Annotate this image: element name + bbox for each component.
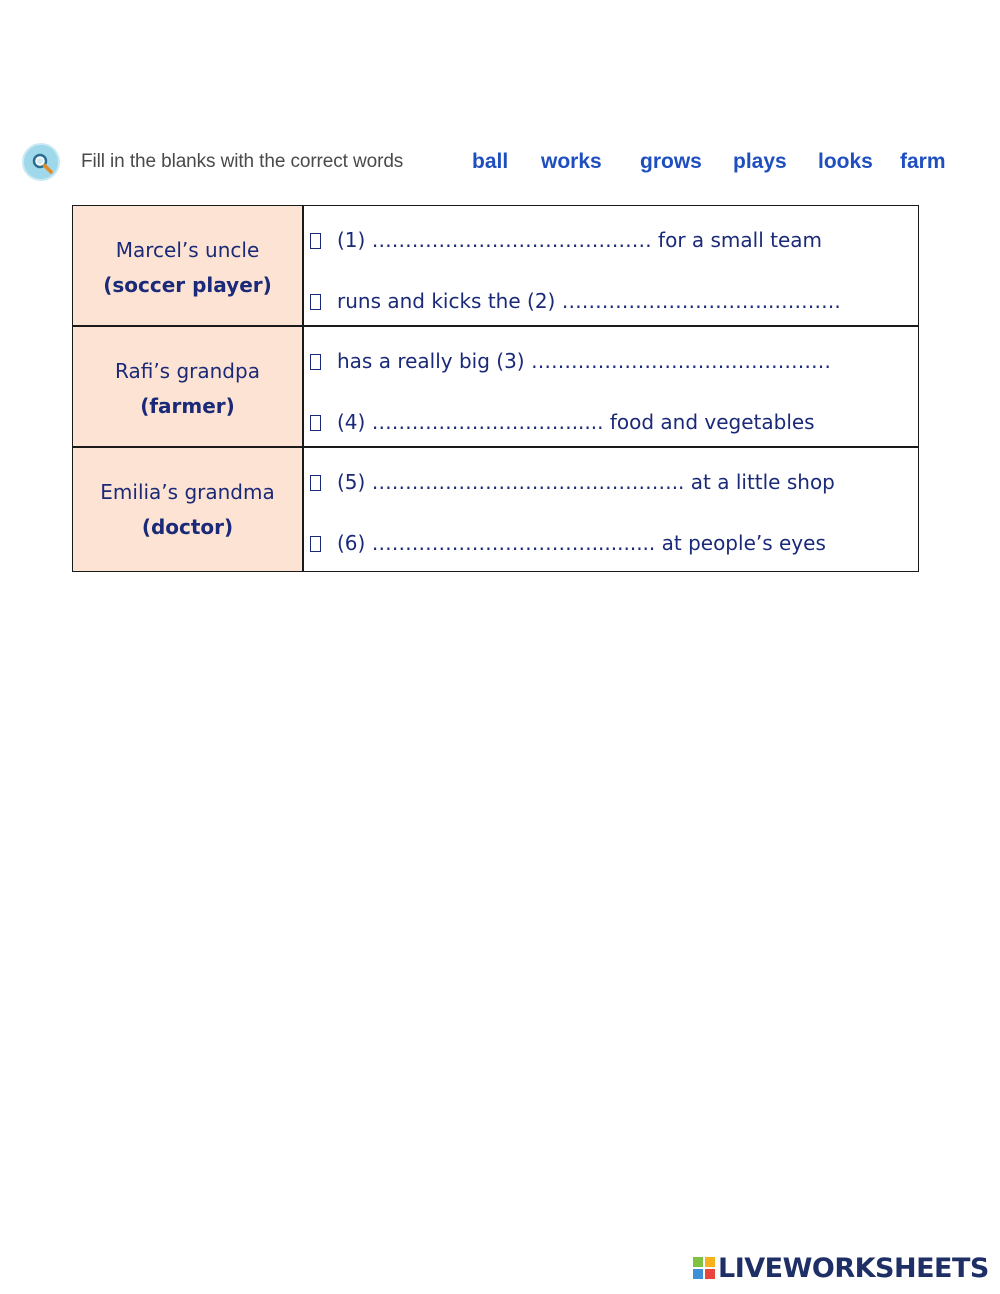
sentence-line [310, 531, 826, 555]
table-row [73, 327, 918, 448]
person-cell [73, 327, 304, 446]
word-bank-item[interactable]: grows [640, 150, 702, 173]
word-bank-item[interactable]: works [541, 150, 602, 173]
sentence-text: has a really big (3) ……………………………………… [337, 349, 831, 373]
checkbox-icon [310, 415, 321, 431]
exercise-table [72, 205, 919, 572]
sentence-line [310, 470, 835, 494]
logo-mark-icon [693, 1257, 715, 1279]
person-name: Marcel’s uncle [115, 238, 260, 262]
person-job: (doctor) [141, 515, 234, 539]
logo-text: LIVEWORKSHEETS [718, 1252, 989, 1284]
person-cell [73, 206, 304, 325]
sentence-text: (6) …………………………….......... at people’s eyes [337, 531, 826, 555]
checkbox-icon [310, 294, 321, 310]
table-row [73, 448, 918, 571]
sentence-text: runs and kicks the (2) …………………………..………. [337, 289, 841, 313]
word-bank-item[interactable]: farm [900, 150, 946, 173]
checkbox-icon [310, 354, 321, 370]
person-job: (soccer player) [103, 273, 272, 297]
word-bank-item[interactable]: looks [818, 150, 873, 173]
person-name: Rafi’s grandpa [115, 359, 260, 383]
person-job: (farmer) [140, 394, 235, 418]
person-cell [73, 448, 304, 571]
liveworksheets-logo [693, 1253, 989, 1283]
sentence-text: (4) …………………………..... food and vegetables [337, 410, 815, 434]
person-name: Emilia’s grandma [100, 480, 275, 504]
sentence-line [310, 228, 822, 252]
checkbox-icon [310, 475, 321, 491]
sentence-line [310, 349, 831, 373]
checkbox-icon [310, 536, 321, 552]
sentence-line [310, 289, 841, 313]
sentence-line [310, 410, 815, 434]
magnifier-icon [22, 143, 60, 181]
instruction-text: Fill in the blanks with the correct words [81, 151, 404, 172]
table-row [73, 206, 918, 327]
word-bank-item[interactable]: plays [733, 150, 787, 173]
sentence-text: (1) …………………………………… for a small team [337, 228, 823, 252]
word-bank-item[interactable]: ball [472, 150, 509, 173]
sentence-text: (5) ……………………………………….. at a little shop [337, 470, 835, 494]
checkbox-icon [310, 233, 321, 249]
